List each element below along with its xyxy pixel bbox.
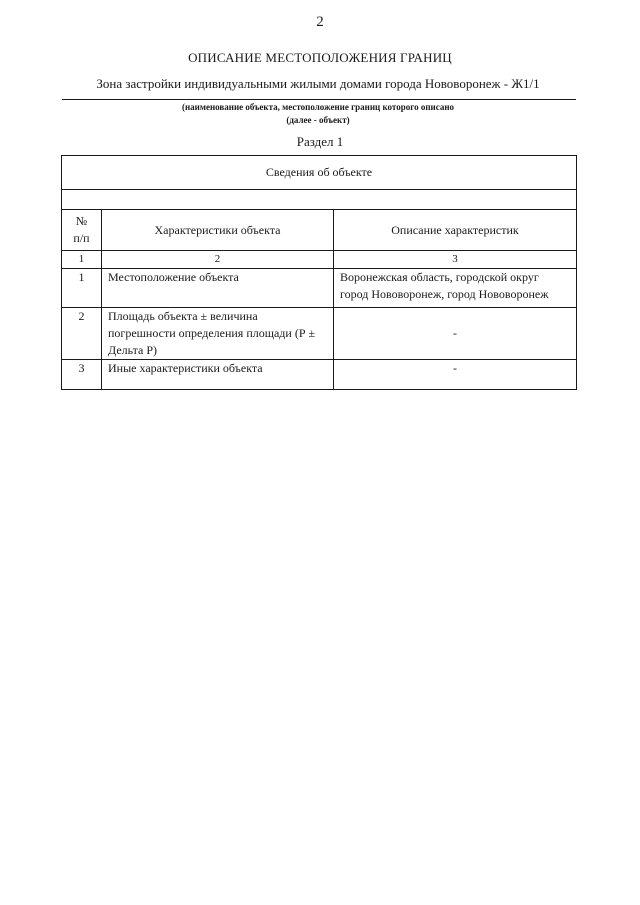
- page-number: 2: [316, 14, 324, 30]
- table-column-header-row: [62, 210, 577, 251]
- table-heading-row: [62, 156, 577, 190]
- row-characteristic: Иные характеристики объекта: [102, 360, 334, 390]
- row-number: 2: [62, 308, 102, 360]
- row-characteristic: Местоположение объекта: [102, 269, 334, 308]
- document-title: ОПИСАНИЕ МЕСТОПОЛОЖЕНИЯ ГРАНИЦ: [188, 50, 452, 65]
- column-header-num: № п/п: [62, 210, 102, 251]
- object-caption-line1: (наименование объекта, местоположение границ которого описано: [181, 102, 455, 112]
- table-heading: Сведения об объекте: [62, 156, 577, 190]
- table-row: [62, 308, 577, 360]
- row-description: Воронежская область, городской округ город Нововоронеж, город Нововоронеж: [334, 269, 577, 308]
- row-number: 1: [62, 269, 102, 308]
- column-number: 1: [62, 251, 102, 269]
- row-number: 3: [62, 360, 102, 390]
- section-label: Раздел 1: [296, 134, 344, 149]
- column-header-characteristics: Характеристики объекта: [102, 210, 334, 251]
- column-header-description: Описание характеристик: [334, 210, 577, 251]
- row-characteristic: Площадь объекта ± величина погрешности определения площади (Р ± Дельта Р): [102, 308, 334, 360]
- row-description: -: [334, 360, 577, 390]
- object-name: Зона застройки индивидуальными жилыми домами города Нововоронеж - Ж1/1: [96, 76, 540, 91]
- table-spacer-cell: [62, 190, 577, 210]
- column-number: 3: [334, 251, 577, 269]
- table-column-number-row: [62, 251, 577, 269]
- table-spacer-row: [62, 190, 577, 210]
- object-caption-line2: (далее - объект): [286, 115, 350, 125]
- row-description: -: [334, 308, 577, 360]
- table-row: [62, 269, 577, 308]
- column-number: 2: [102, 251, 334, 269]
- object-name-underline: [62, 99, 576, 100]
- object-info-table: [61, 155, 577, 390]
- table-row: [62, 360, 577, 390]
